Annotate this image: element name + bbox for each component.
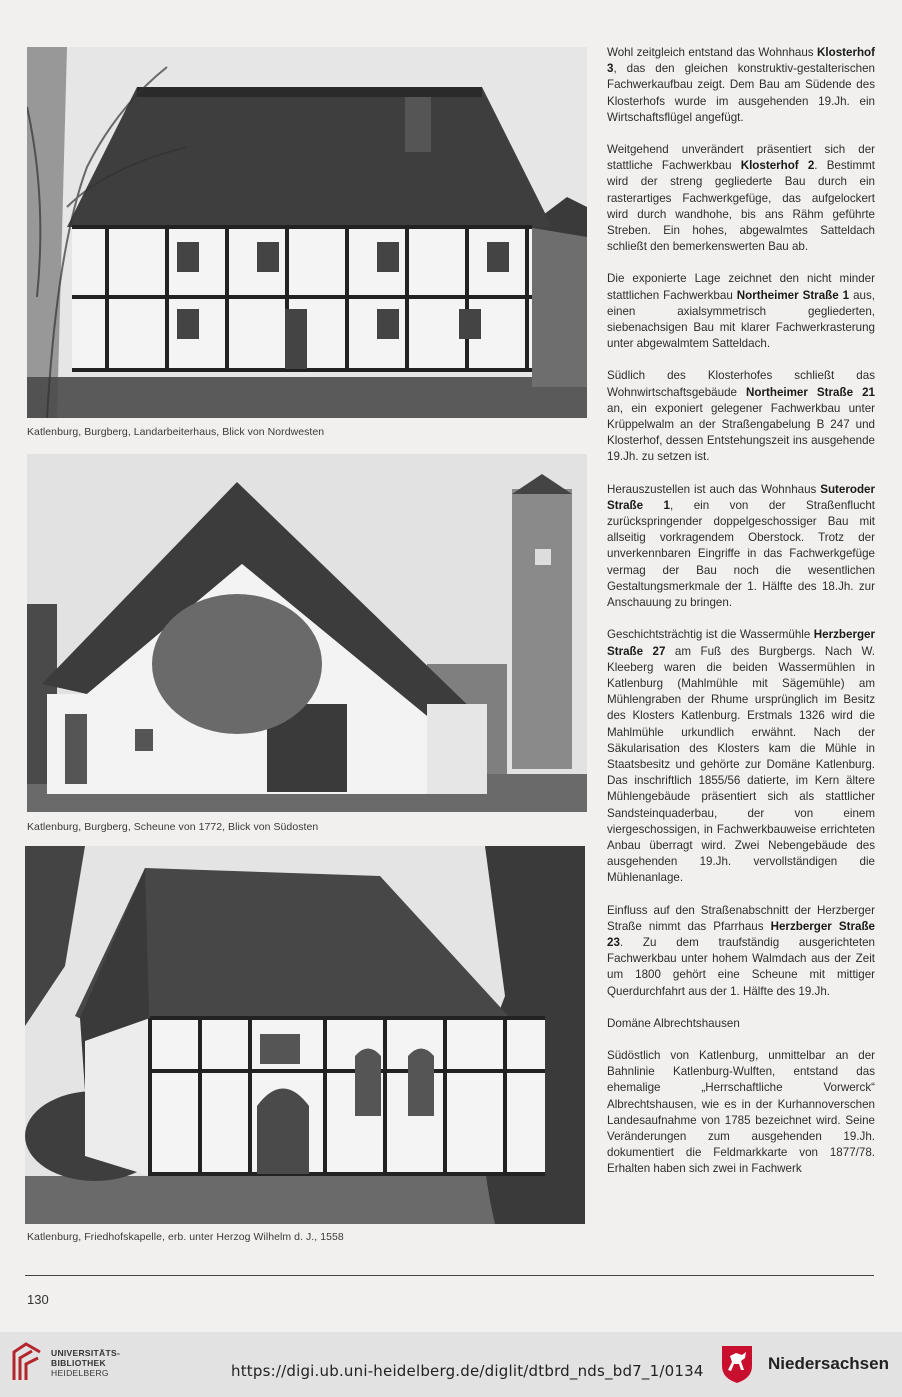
photo-landarbeiterhaus — [27, 47, 587, 418]
paragraph-herzberger-23: Einfluss auf den Straßenabschnitt der Herzberger Straße nimmt das Pfarrhaus Herzberger Straße 23. Zu dem traufständig ausgerichteten Fachwerkbau unter hohem Walmdach aus der Zeit um 1800 gehört eine Scheune mit mittiger Querdurchfahrt aus der 1. Hälfte des 19.Jh. — [607, 903, 875, 998]
paragraph-klosterhof-2: Weitgehend unverändert präsentiert sich der stattliche Fachwerkbau Klosterhof 2. Bestimmt wird der streng gegliederte Bau durch ein rasterartiges Fachwerkgefüge, das aufgelockert wird durch wandhohe, bis ans Rähm geführte Streben. Ein hohes, abgewalmtes Satteldach schließt den bemerkenswerten Bau ab. — [607, 143, 875, 254]
page-number: 130 — [27, 1292, 49, 1307]
photo-friedhofskapelle — [25, 846, 585, 1224]
document-url[interactable]: https://digi.ub.uni-heidelberg.de/diglit/dtbrd_nds_bd7_1/0134 — [231, 1362, 704, 1380]
niedersachsen-horse-shield-icon[interactable] — [720, 1344, 754, 1384]
footer-bar — [0, 1332, 902, 1397]
caption-photo1: Katlenburg, Burgberg, Landarbeiterhaus, Blick von Nordwesten — [27, 426, 325, 438]
footer-rule — [25, 1275, 874, 1276]
text-column — [607, 45, 875, 1194]
ub-heidelberg-logo-icon[interactable] — [10, 1342, 44, 1384]
paragraph-suteroder-1: Herauszustellen ist auch das Wohnhaus Suteroder Straße 1, ein von der Straßenflucht zurückspringender doppelgeschossiger Bau mit allseitig vorkragendem Oberstock. Trotz der unverkennbaren Eingriffe in das Fachwerkgefüge vermag der Bau noch die wesentlichen Gestaltungsmerkmale der 1. Hälfte des 18.Jh. zur Anschauung zu bringen. — [607, 482, 875, 610]
photo-scheune — [27, 454, 587, 812]
niedersachsen-label[interactable]: Niedersachsen — [768, 1354, 889, 1373]
caption-photo2: Katlenburg, Burgberg, Scheune von 1772, Blick von Südosten — [27, 821, 319, 833]
paragraph-albrechtshausen: Südöstlich von Katlenburg, unmittelbar an der Bahnlinie Katlenburg-Wulften, entstand das ehemalige „Herrschaftliche Vorwerck“ Albrechtshausen, wie es in der Kurhannoverschen Landesaufnahme von 1785 bezeichnet wird. Seine Veränderungen zum ausgehenden 19.Jh. dokumentiert die Feldmarkkarte von 1877/78. Erhalten haben sich zwei in Fachwerk — [607, 1048, 875, 1176]
paragraph-klosterhof-3: Wohl zeitgleich entstand das Wohnhaus Klosterhof 3, das den gleichen konstruktiv-gestalterischen Fachwerkaufbau zeigt. Dem Bau am Südende des Klosterhofs wurde im ausgehenden 19.Jh. ein Wirtschaftsflügel angefügt. — [607, 46, 875, 124]
paragraph-northeimer-21: Südlich des Klosterhofes schließt das Wohnwirtschaftsgebäude Northeimer Straße 21 an, ein exponiert gelegener Fachwerkbau unter Krüppelwalm an der Straßengabelung B 247 und Klosterhof, dessen Entstehungszeit ins ausgehende 19.Jh. zu setzen ist. — [607, 369, 875, 464]
caption-photo3: Katlenburg, Friedhofskapelle, erb. unter Herzog Wilhelm d. J., 1558 — [27, 1231, 344, 1243]
library-name[interactable]: UNIVERSITÄTS- BIBLIOTHEK HEIDELBERG — [51, 1348, 121, 1378]
paragraph-herzberger-27: Geschichtsträchtig ist die Wassermühle Herzberger Straße 27 am Fuß des Burgbergs. Nach W. Kleeberg waren die beiden Wassermühlen in Katlenburg (Mahlmühle mit Sägemühle) am Mühlengraben der Rhume ursprünglich im Besitz des Klosters Katlenburg. Erstmals 1326 wird die Mahlmühle urkundlich erwähnt. Nach der Säkularisation des Klosters kam die Mühle in Staatsbesitz und gehörte zur Domäne Katlenburg. Das inschriftlich 1855/56 datierte, im Kern ältere Mühlengebäude präsentiert sich als stattlicher Sandsteinquaderbau, der von einem viergeschossigen, in Fachwerkbauweise errichteten Anbau überragt wird. Zwei Nebengebäude des ausgehenden 19.Jh. vervollständigen die Mühlenanlage. — [607, 628, 875, 885]
section-heading: Domäne Albrechtshausen — [607, 1016, 740, 1030]
paragraph-northeimer-1: Die exponierte Lage zeichnet den nicht minder stattlichen Fachwerkbau Northeimer Straße 1 aus, einen axialsymmetrisch gegliederten, siebenachsigen Bau mit klarer Fachwerkrasterung unter abgewalmtem Satteldach. — [607, 272, 876, 351]
